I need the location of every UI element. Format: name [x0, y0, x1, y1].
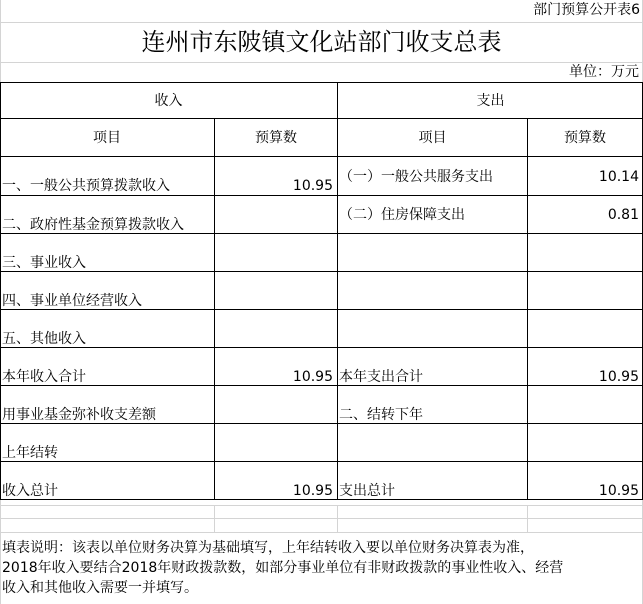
expense-item-column-header: 项目: [418, 130, 447, 146]
income-header: 收入: [154, 93, 183, 109]
expense-header: 支出: [476, 93, 505, 109]
note-line: 2018年收入要结合2018年财政拨款数，如部分事业单位有非财政拨款的事业性收入、经营: [2, 560, 564, 576]
income-row-label: 上年结转: [2, 445, 58, 461]
income-row-label: 一、一般公共预算拨款收入: [2, 178, 170, 194]
table-number-label: 部门预算公开表6: [533, 2, 640, 18]
income-row-value: 10.95: [292, 369, 333, 385]
income-row-value: 10.95: [292, 483, 333, 499]
income-row-label: 本年收入合计: [2, 369, 86, 385]
filling-instructions: [2, 538, 640, 598]
income-item-column-header: 项目: [93, 130, 121, 146]
income-row-label: 三、事业收入: [2, 255, 86, 271]
income-row-value: 10.95: [292, 178, 333, 194]
expense-row-value: 10.95: [598, 369, 639, 385]
unit-label: 单位：万元: [569, 64, 639, 80]
income-row-label: 二、政府性基金预算拨款收入: [2, 217, 184, 233]
note-line: 收入和其他收入需要一并填写。: [2, 580, 198, 596]
expense-row-label: （一）一般公共服务支出: [339, 169, 493, 185]
income-row-label: 五、其他收入: [2, 331, 86, 347]
page-title: 连州市东陂镇文化站部门收支总表: [141, 28, 502, 56]
income-budget-column-header: 预算数: [255, 130, 297, 146]
income-row-label: 收入总计: [2, 483, 58, 499]
note-line: 填表说明：该表以单位财务决算为基础填写，上年结转收入要以单位财务决算表为准，: [2, 540, 534, 556]
expense-row-value: 0.81: [607, 207, 639, 223]
income-row-label: 用事业基金弥补收支差额: [2, 407, 156, 423]
expense-row-label: 本年支出合计: [339, 369, 423, 385]
expense-budget-column-header: 预算数: [564, 130, 606, 146]
income-row-label: 四、事业单位经营收入: [2, 293, 142, 309]
expense-row-label: 支出总计: [339, 483, 395, 499]
expense-row-value: 10.14: [598, 169, 639, 185]
expense-row-value: 10.95: [598, 483, 639, 499]
expense-row-label: （二）住房保障支出: [339, 207, 465, 223]
expense-row-label: 二、结转下年: [339, 407, 423, 423]
